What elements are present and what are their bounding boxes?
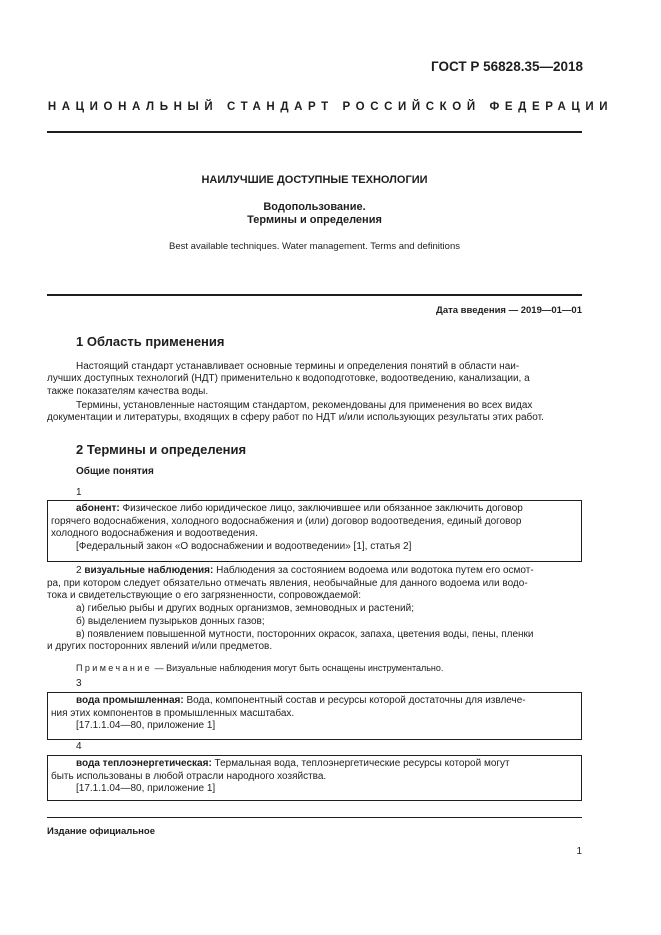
term-1-box	[47, 500, 582, 562]
note-text: — Визуальные наблюдения могут быть оснащены инструментально.	[152, 663, 444, 673]
term-1-source: [Федеральный закон «О водоснабжении и водоотведении» [1], статья 2]	[76, 540, 412, 552]
term-2-line-2: ра, при котором следует обязательно отмечать явления, необычайные для данного водоема или водо-	[47, 578, 528, 589]
term-2-def-1: Наблюдения за состоянием водоема или водотока путем его осмот-	[213, 565, 534, 576]
term-3-box	[47, 692, 582, 740]
section-1-p1-line-2: лучших доступных технологий (НДТ) применительно к водоподготовке, водоотведению, канализации, а	[47, 373, 530, 384]
term-3-number: 3	[76, 678, 82, 689]
term-2-item-b: б) выделением пузырьков донных газов;	[76, 616, 265, 627]
note-label: Примечание	[76, 663, 153, 673]
term-2-number: 2	[76, 565, 82, 576]
term-3-source: [17.1.1.04—80, приложение 1]	[76, 720, 216, 731]
page-number: 1	[576, 846, 582, 857]
english-title: Best available techniques. Water management. Terms and definitions	[169, 241, 460, 252]
title-divider	[47, 294, 582, 296]
section-1-p1-line-1: Настоящий стандарт устанавливает основные термины и определения понятий в области наи-	[76, 361, 520, 372]
subsection-heading: Общие понятия	[76, 466, 154, 477]
term-1-line-1	[48, 503, 577, 516]
term-2-item-c-tail: и других посторонних явлений и/или предметов.	[47, 641, 273, 652]
term-4-line-2: быть использованы в любой отрасли народного хозяйства.	[51, 770, 327, 782]
national-standard-banner: НАЦИОНАЛЬНЫЙ СТАНДАРТ РОССИЙСКОЙ ФЕДЕРАЦИИ	[47, 101, 614, 113]
term-3-term: вода промышленная:	[76, 695, 184, 706]
official-edition-label: Издание официальное	[47, 826, 155, 837]
introduction-date: Дата введения — 2019—01—01	[436, 305, 582, 316]
term-4-number: 4	[76, 741, 82, 752]
section-1-p1-line-3: также показателям качества воды.	[47, 386, 209, 397]
term-1-def-1: Физическое либо юридическое лицо, заключившее или обязанное заключить договор	[119, 503, 523, 514]
section-2-heading: 2 Термины и определения	[76, 442, 247, 457]
document-title: НАИЛУЧШИЕ ДОСТУПНЫЕ ТЕХНОЛОГИИ	[201, 174, 428, 186]
term-2-item-c: в) появлением повышенной мутности, посторонних окрасок, запаха, цветения воды, пены, пленки	[76, 629, 534, 640]
term-2-line-3: тока и свидетельствующие о его загрязненности, сопровождаемой:	[47, 590, 361, 601]
term-1-line-2: горячего водоснабжения, холодного водоснабжения и (или) договор водоотведения, единый договор	[51, 515, 522, 527]
term-1-number: 1	[76, 487, 82, 498]
term-3-line-1	[48, 695, 577, 708]
term-4-def-1: Термальная вода, теплоэнергетические ресурсы которой могут	[211, 758, 510, 769]
header-divider	[47, 131, 582, 133]
term-1-line-3: холодного водоснабжения и водоотведения.	[51, 528, 258, 539]
term-3-def-1: Вода, компонентный состав и ресурсы которой достаточны для извлече-	[183, 695, 526, 706]
term-4-line-1	[48, 758, 577, 771]
document-subtitle-2: Термины и определения	[247, 214, 382, 226]
term-2-term: визуальные наблюдения:	[84, 565, 214, 576]
footer-divider	[47, 817, 582, 818]
standard-number: ГОСТ Р 56828.35—2018	[431, 59, 583, 74]
section-1-p2-line-2: документации и литературы, входящих в сферу работ по НДТ и/или использующих результаты этих работ.	[47, 412, 544, 423]
section-1-p2-line-1: Термины, установленные настоящим стандартом, рекомендованы для применения во всех видах	[76, 400, 533, 411]
section-1-heading: 1 Область применения	[76, 334, 225, 349]
term-4-box	[47, 755, 582, 801]
term-4-term: вода теплоэнергетическая:	[76, 758, 212, 769]
document-subtitle-1: Водопользование.	[263, 201, 366, 213]
term-2-item-a: а) гибелью рыбы и других водных организмов, земноводных и растений;	[76, 603, 414, 614]
term-2-line-1	[76, 565, 582, 578]
term-3-line-2: ния этих компонентов в промышленных масштабах.	[51, 707, 295, 719]
term-1-term: абонент:	[76, 503, 120, 514]
term-2-note	[76, 663, 443, 673]
term-4-source: [17.1.1.04—80, приложение 1]	[76, 783, 216, 794]
